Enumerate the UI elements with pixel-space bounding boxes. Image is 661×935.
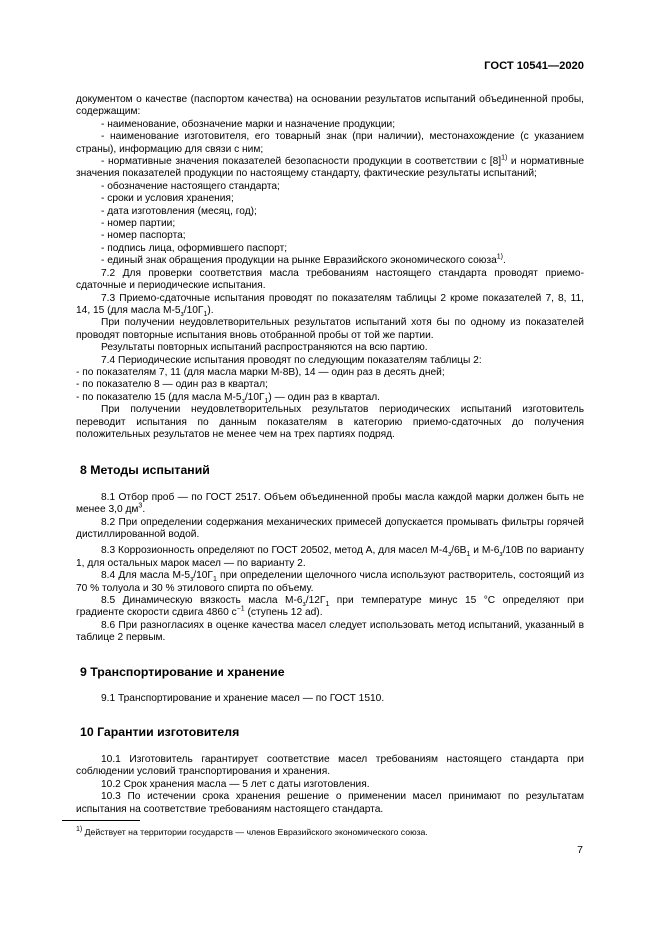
clause-10-1: 10.1 Изготовитель гарантирует соответствие масел требованиям настоящего стандарта при соблюдении условий транспортирования и хранения. — [76, 753, 584, 778]
paragraph: При получении неудовлетворительных результатов испытаний хотя бы по одному из показателей проводят повторные испытания вновь отобранной пробы от той же партии. — [76, 317, 584, 341]
list-item: - единый знак обращения продукции на рынке Евразийского экономического союза$^{1)}$. — [101, 253, 506, 267]
footnote: $^{1)}$ Действует на территории государств — членов Евразийского экономического союза. — [76, 826, 428, 837]
clause-10-2: 10.2 Срок хранения масла — 5 лет с даты изготовления. — [101, 778, 370, 790]
footnote-divider — [62, 820, 140, 821]
page-number: 7 — [577, 844, 583, 856]
list-item: - нормативные значения показателей безопасности продукции в соответствии с $[8]^{1)}$ и нормативные значения показателей продукции по настоящему стандарту, фактические результаты испытаний; — [76, 154, 584, 180]
clause-8-4: 8.4 Для масла $М-5_з/10Г_1$ при определении щелочного числа используют растворитель, состоящий из 70 % толуола и 30 % этилового спирта по объему. — [76, 570, 584, 594]
list-item: - номер паспорта; — [101, 230, 186, 242]
list-item: - сроки и условия хранения; — [101, 193, 234, 205]
section-8-heading: 8 Методы испытаний — [80, 463, 210, 478]
paragraph: Результаты повторных испытаний распространяются на всю партию. — [101, 342, 428, 354]
document-id-header: ГОСТ 10541—2020 — [484, 60, 584, 72]
list-item: - наименование изготовителя, его товарный знак (при наличии), местонахождение (с указанием страны), информацию для связи с ним; — [76, 131, 584, 155]
clause-8-5: 8.5 Динамическую вязкость масла $М-6_з/12Г_1$ при температуре минус 15 °С определяют при градиенте скорости сдвига 4860 $с^{-1}$ (ступень 12 аd). — [76, 595, 584, 619]
page-body — [76, 94, 584, 816]
clause-8-3: 8.3 Коррозионность определяют по ГОСТ 20502, метод А, для масел $М-4_з/6В_1$ и $М-6_з/10В$ по варианту 1, для остальных марок масел — по варианту 2. — [76, 545, 584, 569]
list-item: - по показателю 15 (для масла $М-5_з/10Г_1$) — один раз в квартал. — [76, 391, 381, 405]
list-item: - номер партии; — [101, 218, 176, 230]
clause-10-3: 10.3 По истечении срока хранения решение о применении масел принимают по результатам испытания на соответствие требованиям настоящего стандарта. — [76, 791, 584, 815]
list-item: - по показателям 7, 11 (для масла марки М-8В), 14 — один раз в десять дней; — [76, 366, 445, 378]
clause-7-3: 7.3 Приемо-сдаточные испытания проводят по показателям таблицы 2 кроме показателей 7, 8, 11, 14, 15 (для масла $М-5_з/10Г_1$). — [76, 292, 584, 318]
clause-8-2: 8.2 При определении содержания механических примесей допускается промывать фильтры горячей дистиллированной водой. — [76, 516, 584, 540]
list-item: - по показателю 8 — один раз в квартал; — [76, 379, 268, 391]
clause-7-4: 7.4 Периодические испытания проводят по следующим показателям таблицы 2: — [101, 354, 482, 366]
list-item: - наименование, обозначение марки и назначение продукции; — [101, 118, 396, 130]
clause-9-1: 9.1 Транспортирование и хранение масел — по ГОСТ 1510. — [101, 693, 385, 705]
list-item: - обозначение настоящего стандарта; — [101, 180, 280, 192]
section-9-heading: 9 Транспортирование и хранение — [80, 664, 285, 679]
list-item: - подпись лица, оформившего паспорт; — [101, 242, 288, 254]
intro-paragraph: документом о качестве (паспортом качества) на основании результатов испытаний объединенной пробы, содержащим: — [76, 94, 584, 118]
clause-7-2: 7.2 Для проверки соответствия масла требованиям настоящего стандарта проводят приемо-сдаточные и периодические испытания. — [76, 267, 584, 292]
clause-8-6: 8.6 При разногласиях в оценке качества масел следует использовать метод испытаний, указанный в таблице 2 первым. — [76, 619, 584, 644]
clause-8-1: 8.1 Отбор проб — по ГОСТ 2517. Объем объединенной пробы масла каждой марки должен быть не менее 3,0 $дм^3$. — [76, 491, 584, 516]
section-10-heading: 10 Гарантии изготовителя — [80, 725, 240, 740]
paragraph: При получении неудовлетворительных результатов периодических испытаний изготовитель переводит испытания по данным показателям в категорию приемо-сдаточных до получения положительных результатов не менее чем на трех партиях подряд. — [76, 404, 584, 440]
list-item: - дата изготовления (месяц, год); — [101, 205, 257, 217]
